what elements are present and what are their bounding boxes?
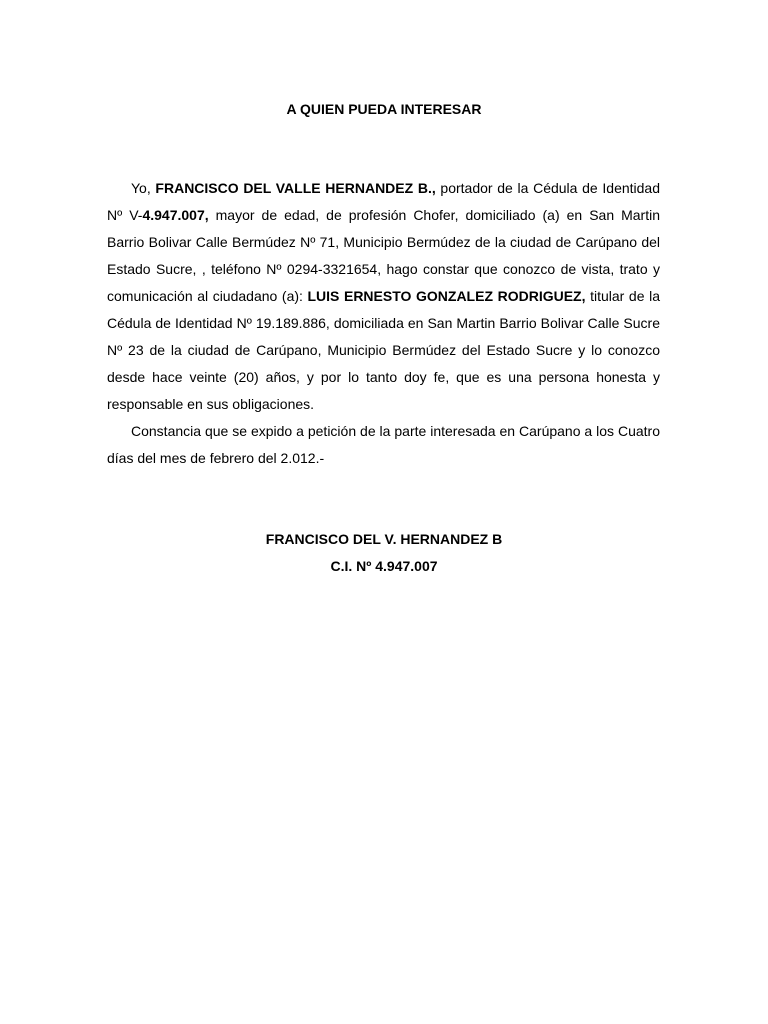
text-segment: portador de la Cédula de Identidad Nº V-: [107, 180, 661, 223]
declarant-name: FRANCISCO DEL VALLE HERNANDEZ B.,: [155, 180, 436, 196]
signature-id: C.I. Nº 4.947.007: [330, 558, 438, 574]
declarant-id: 4.947.007,: [142, 207, 209, 223]
text-segment: titular de la Cédula de Identidad Nº 19.189.886, domiciliada en San Martin Barrio Bolivar Calle Sucre Nº 23 de la ciudad de Carúpano, Municipio Bermúdez del Estado Sucre y lo conozco desde hace veinte (20) años, y por lo tanto doy fe, que es una persona honesta y responsable en sus obligaciones.: [107, 288, 660, 412]
subject-name: LUIS ERNESTO GONZALEZ RODRIGUEZ,: [307, 288, 586, 304]
text-segment: mayor de edad, de profesión Chofer, domiciliado (a) en San Martin Barrio Bolivar Calle Bermúdez Nº 71, Municipio Bermúdez de la ciudad de Carúpano del Estado Sucre, , teléfono Nº 0294-3321654, hago constar que conozco de vista, trato y comunicación al ciudadano (a):: [107, 207, 661, 304]
declaration-paragraph: [107, 175, 660, 418]
signature-block: [0, 526, 768, 580]
closing-paragraph: Constancia que se expido a petición de la parte interesada en Carúpano a los Cuatro días del mes de febrero del 2.012.-: [107, 423, 660, 466]
text-segment: Yo,: [131, 180, 156, 196]
document-body: [107, 175, 660, 472]
document-title: A QUIEN PUEDA INTERESAR: [286, 101, 482, 117]
signature-name: FRANCISCO DEL V. HERNANDEZ B: [265, 531, 503, 547]
